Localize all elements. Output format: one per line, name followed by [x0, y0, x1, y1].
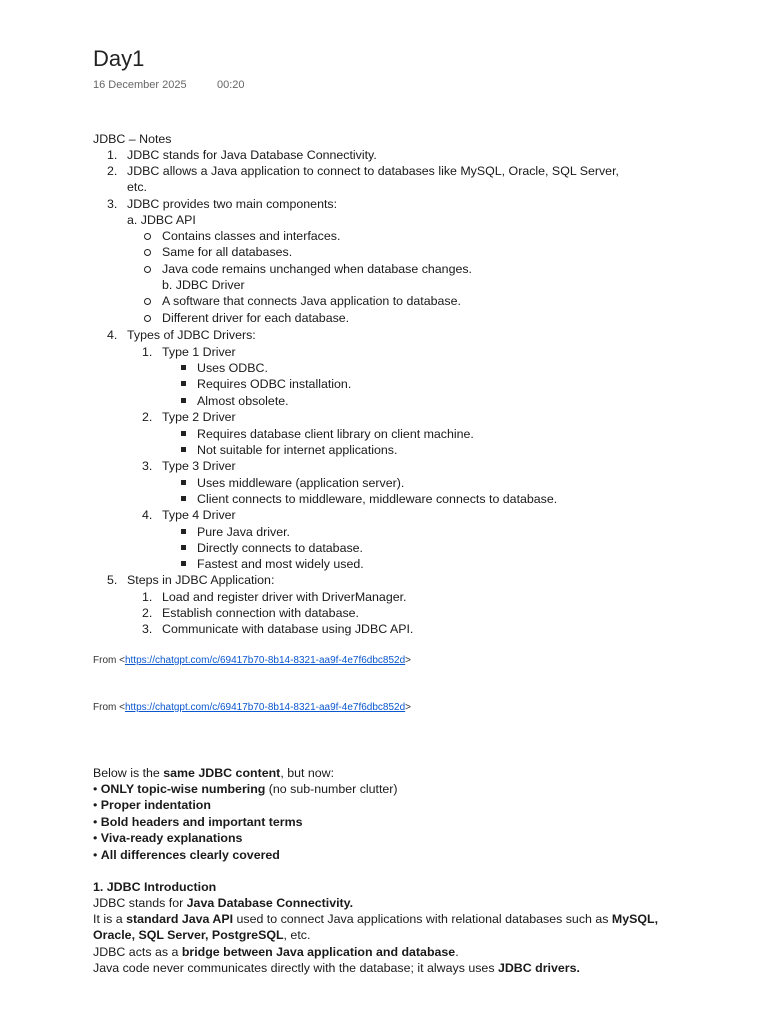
text-run: used to connect Java applications with relational databases such as	[233, 912, 612, 926]
list-number: 2.	[142, 410, 153, 424]
list-number: 3.	[107, 197, 118, 211]
intro-bullet	[93, 830, 242, 846]
text-run: Java code never communicates directly with the database; it always uses	[93, 961, 498, 975]
paragraph-line	[93, 944, 459, 960]
square-bullet-icon	[181, 496, 186, 501]
list-number: 1.	[142, 590, 153, 604]
paragraph-line	[93, 927, 310, 943]
square-bullet-icon	[181, 545, 186, 550]
square-bullet-icon	[181, 447, 186, 452]
bold-text: Proper indentation	[100, 798, 211, 812]
list-number: 1.	[107, 148, 118, 162]
list-number: 2.	[142, 606, 153, 620]
text-run: .	[455, 945, 459, 959]
list-item: Directly connects to database.	[197, 541, 363, 555]
bold-text: same JDBC content	[163, 766, 281, 780]
square-bullet-icon	[181, 431, 186, 436]
list-item: Requires database client library on client machine.	[197, 427, 474, 441]
list-item: Uses middleware (application server).	[197, 476, 405, 490]
square-bullet-icon	[181, 561, 186, 566]
square-bullet-icon	[181, 480, 186, 485]
bullet-icon: •	[93, 782, 98, 796]
list-item: Type 4 Driver	[162, 508, 236, 522]
text-run: JDBC acts as a	[93, 945, 182, 959]
list-item: Not suitable for internet applications.	[197, 443, 398, 457]
source-prefix: From <	[93, 702, 125, 713]
bold-text: Oracle, SQL Server, PostgreSQL	[93, 928, 284, 942]
square-bullet-icon	[181, 529, 186, 534]
text-run: , etc.	[283, 928, 311, 942]
intro-bullet	[93, 847, 280, 863]
bold-text: All differences clearly covered	[100, 848, 280, 862]
list-item: Type 3 Driver	[162, 459, 236, 473]
sub-heading: b. JDBC Driver	[162, 278, 245, 292]
page-title: Day1	[93, 46, 145, 71]
list-item: JDBC stands for Java Database Connectivity.	[127, 148, 377, 162]
text-run: JDBC stands for	[93, 896, 187, 910]
list-number: 2.	[107, 164, 118, 178]
bullet-icon: •	[93, 831, 98, 845]
intro-bullet	[93, 781, 398, 797]
list-number: 1.	[142, 345, 153, 359]
list-item: Almost obsolete.	[197, 394, 289, 408]
list-item: Communicate with database using JDBC API.	[162, 622, 414, 636]
bullet-icon: •	[93, 848, 98, 862]
circle-bullet-icon	[144, 249, 151, 256]
bullet-icon: •	[93, 798, 98, 812]
paragraph-line	[93, 895, 353, 911]
list-item: Same for all databases.	[162, 245, 293, 259]
bold-text: MySQL,	[611, 912, 659, 926]
circle-bullet-icon	[144, 298, 151, 305]
bold-text: Java Database Connectivity.	[186, 896, 354, 910]
page-date: 16 December 2025	[93, 79, 187, 91]
sub-heading: a. JDBC API	[127, 213, 196, 227]
source-line	[93, 654, 411, 667]
list-item: A software that connects Java application to database.	[162, 294, 461, 308]
list-item: JDBC allows a Java application to connect to databases like MySQL, Oracle, SQL Server,	[127, 164, 619, 178]
circle-bullet-icon	[144, 266, 151, 273]
bold-text: Viva-ready explanations	[100, 831, 243, 845]
text-run: It is a	[93, 912, 127, 926]
bold-text: 1. JDBC Introduction	[93, 880, 217, 894]
square-bullet-icon	[181, 365, 186, 370]
bold-text: standard Java API	[126, 912, 234, 926]
list-item: Contains classes and interfaces.	[162, 229, 341, 243]
bold-text: JDBC drivers.	[497, 961, 580, 975]
paragraph-line	[93, 911, 658, 927]
bold-text: Bold headers and important terms	[100, 815, 303, 829]
square-bullet-icon	[181, 381, 186, 386]
list-item: Different driver for each database.	[162, 311, 350, 325]
list-number: 5.	[107, 573, 118, 587]
list-item: Fastest and most widely used.	[197, 557, 364, 571]
text-run: Below is the	[93, 766, 164, 780]
bold-text: bridge between Java application and database	[181, 945, 456, 959]
list-item: Requires ODBC installation.	[197, 377, 352, 391]
source-suffix: >	[405, 702, 412, 713]
notes-heading: JDBC – Notes	[93, 132, 172, 146]
list-number: 3.	[142, 622, 153, 636]
section-title	[93, 879, 216, 895]
intro-line	[93, 765, 334, 781]
circle-bullet-icon	[144, 233, 151, 240]
list-item: Establish connection with database.	[162, 606, 359, 620]
list-item: Types of JDBC Drivers:	[127, 328, 256, 342]
list-item: Pure Java driver.	[197, 525, 290, 539]
list-item: Uses ODBC.	[197, 361, 268, 375]
text-run: (no sub-number clutter)	[265, 782, 398, 796]
square-bullet-icon	[181, 398, 186, 403]
list-item: Java code remains unchanged when database changes.	[162, 262, 472, 276]
list-item: Type 2 Driver	[162, 410, 236, 424]
list-item-continuation: etc.	[127, 180, 147, 194]
list-number: 4.	[107, 328, 118, 342]
list-item: Type 1 Driver	[162, 345, 236, 359]
paragraph-line	[93, 960, 580, 976]
list-number: 3.	[142, 459, 153, 473]
list-number: 4.	[142, 508, 153, 522]
list-item: Load and register driver with DriverManager.	[162, 590, 407, 604]
circle-bullet-icon	[144, 315, 151, 322]
source-suffix: >	[405, 655, 412, 666]
text-run: , but now:	[280, 766, 335, 780]
list-item: Steps in JDBC Application:	[127, 573, 275, 587]
list-item: Client connects to middleware, middleware connects to database.	[197, 492, 558, 506]
list-item: JDBC provides two main components:	[127, 197, 338, 211]
source-link[interactable]: https://chatgpt.com/c/69417b70-8b14-8321-aa9f-4e7f6dbc852d	[124, 655, 406, 666]
source-line	[93, 701, 411, 714]
intro-bullet	[93, 814, 303, 830]
source-link[interactable]: https://chatgpt.com/c/69417b70-8b14-8321-aa9f-4e7f6dbc852d	[124, 702, 406, 713]
page-time: 00:20	[217, 79, 245, 91]
bold-text: ONLY topic-wise numbering	[100, 782, 266, 796]
source-prefix: From <	[93, 655, 125, 666]
bullet-icon: •	[93, 815, 98, 829]
intro-bullet	[93, 797, 211, 813]
